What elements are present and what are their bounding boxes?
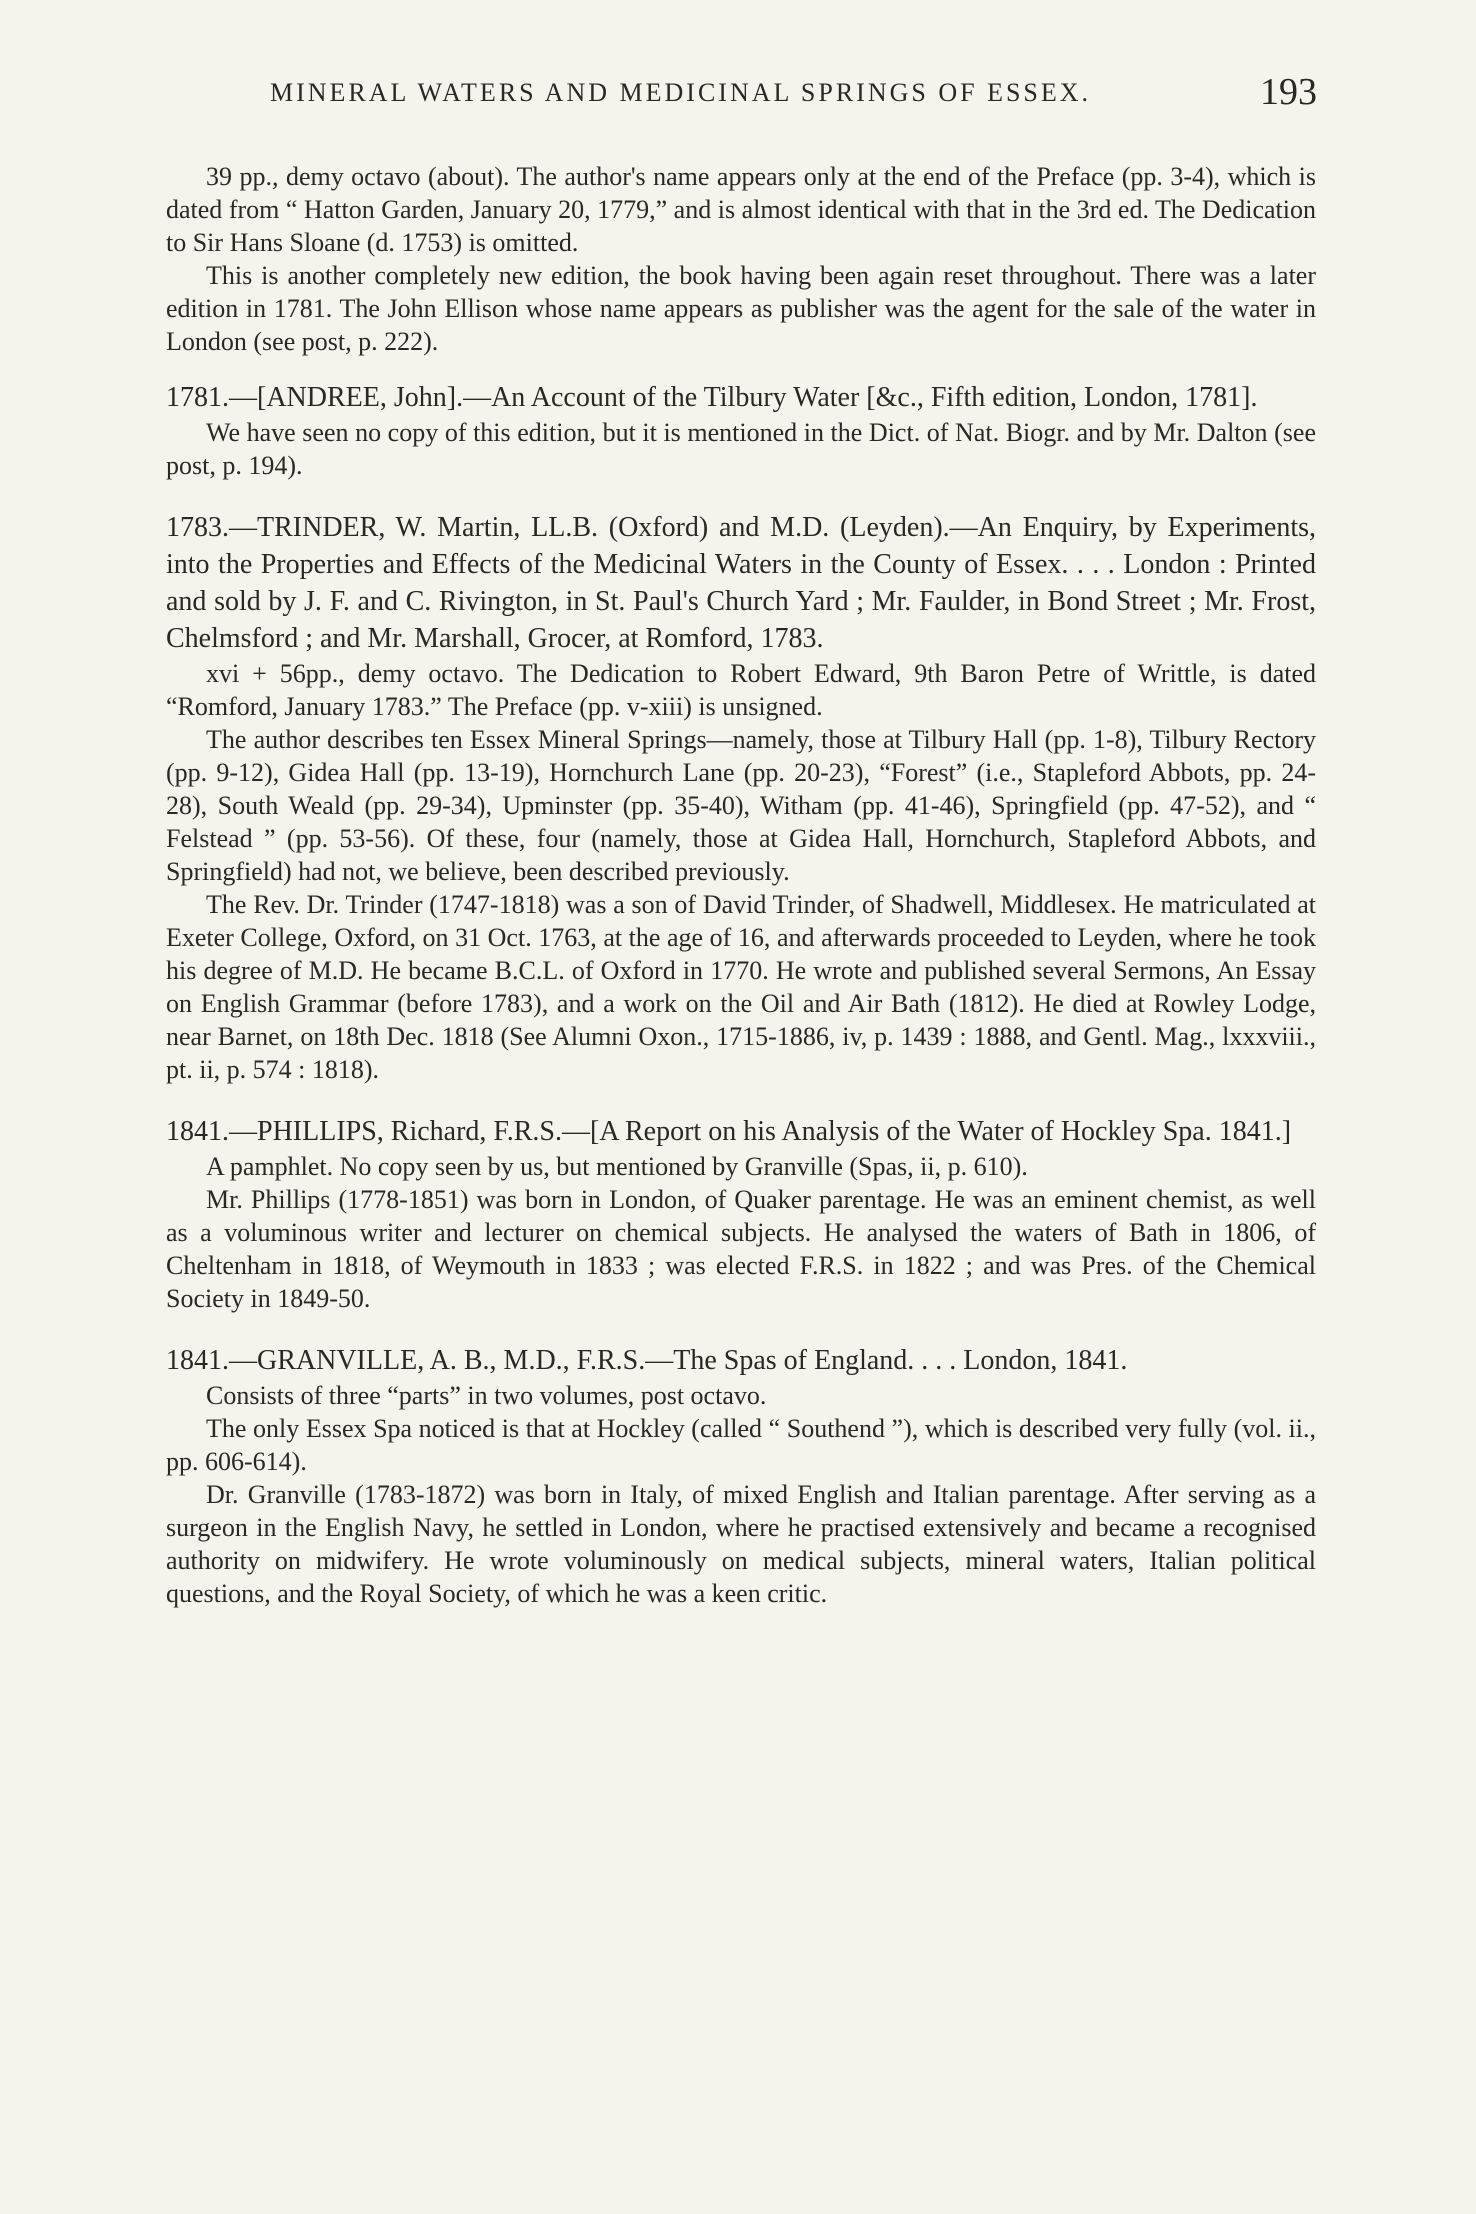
page-body [166,160,1316,1610]
paragraph: Mr. Phillips (1778-1851) was born in London, of Quaker parentage. He was an eminent chemist, as well as a voluminous writer and lecturer on chemical subjects. He analysed the waters of Bath in 1806, of Cheltenham in 1818, of Weymouth in 1833 ; was elected F.R.S. in 1822 ; and was Pres. of the Chemical Society in 1849-50. [166,1185,1316,1313]
bibliography-entry: 1781.—[ANDREE, John].—An Account of the Tilbury Water [&c., Fifth edition, London, 1781]. [166,382,1258,413]
paragraph: 39 pp., demy octavo (about). The author's name appears only at the end of the Preface (pp. 3-4), which is dated from “ Hatton Garden, January 20, 1779,” and is almost identical with that in the 3rd ed. The Dedication to Sir Hans Sloane (d. 1753) is omitted. [166,162,1316,257]
paragraph: We have seen no copy of this edition, but it is mentioned in the Dict. of Nat. Biogr. and by Mr. Dalton (see post, p. 194). [166,418,1316,480]
bibliography-entry: 1841.—PHILLIPS, Richard, F.R.S.—[A Report on his Analysis of the Water of Hockley Spa. 1841.] [166,1116,1292,1147]
paragraph: The Rev. Dr. Trinder (1747-1818) was a son of David Trinder, of Shadwell, Middlesex. He matriculated at Exeter College, Oxford, on 31 Oct. 1763, at the age of 16, and afterwards proceeded to Leyden, where he took his degree of M.D. He became B.C.L. of Oxford in 1770. He wrote and published several Sermons, An Essay on English Grammar (before 1783), and a work on the Oil and Air Bath (1812). He died at Rowley Lodge, near Barnet, on 18th Dec. 1818 (See Alumni Oxon., 1715-1886, iv, p. 1439 : 1888, and Gentl. Mag., lxxxviii., pt. ii, p. 574 : 1818). [166,890,1316,1084]
page-number: 193 [1260,71,1317,113]
paragraph: A pamphlet. No copy seen by us, but mentioned by Granville (Spas, ii, p. 610). [206,1152,1028,1181]
bibliography-entry: 1841.—GRANVILLE, A. B., M.D., F.R.S.—The Spas of England. . . . London, 1841. [166,1345,1128,1376]
running-title: MINERAL WATERS AND MEDICINAL SPRINGS OF ESSEX. [270,78,1092,107]
paragraph: This is another completely new edition, the book having been again reset throughout. There was a later edition in 1781. The John Ellison whose name appears as publisher was the agent for the sale of the water in London (see post, p. 222). [166,261,1316,356]
bibliography-entry: 1783.—TRINDER, W. Martin, LL.B. (Oxford) and M.D. (Leyden).—An Enquiry, by Experiments, into the Properties and Effects of the Medicinal Waters in the County of Essex. . . . London : Printed and sold by J. F. and C. Rivington, in St. Paul's Church Yard ; Mr. Faulder, in Bond Street ; Mr. Frost, Chelmsford ; and Mr. Marshall, Grocer, at Romford, 1783. [166,512,1316,654]
paragraph: xvi + 56pp., demy octavo. The Dedication to Robert Edward, 9th Baron Petre of Writtle, is dated “Romford, January 1783.” The Preface (pp. v-xiii) is unsigned. [166,659,1316,721]
paragraph: Consists of three “parts” in two volumes, post octavo. [206,1381,767,1410]
paragraph: The only Essex Spa noticed is that at Hockley (called “ Southend ”), which is described very fully (vol. ii., pp. 606-614). [166,1414,1316,1476]
paragraph: Dr. Granville (1783-1872) was born in Italy, of mixed English and Italian parentage. After serving as a surgeon in the English Navy, he settled in London, where he practised extensively and became a recognised authority on midwifery. He wrote voluminously on medical subjects, mineral waters, Italian political questions, and the Royal Society, of which he was a keen critic. [166,1480,1316,1608]
paragraph: The author describes ten Essex Mineral Springs—namely, those at Tilbury Hall (pp. 1-8), Tilbury Rectory (pp. 9-12), Gidea Hall (pp. 13-19), Hornchurch Lane (pp. 20-23), “Forest” (i.e., Stapleford Abbots, pp. 24-28), South Weald (pp. 29-34), Upminster (pp. 35-40), Witham (pp. 41-46), Springfield (pp. 47-52), and “ Felstead ” (pp. 53-56). Of these, four (namely, those at Gidea Hall, Hornchurch, Stapleford Abbots, and Springfield) had not, we believe, been described previously. [166,725,1316,886]
